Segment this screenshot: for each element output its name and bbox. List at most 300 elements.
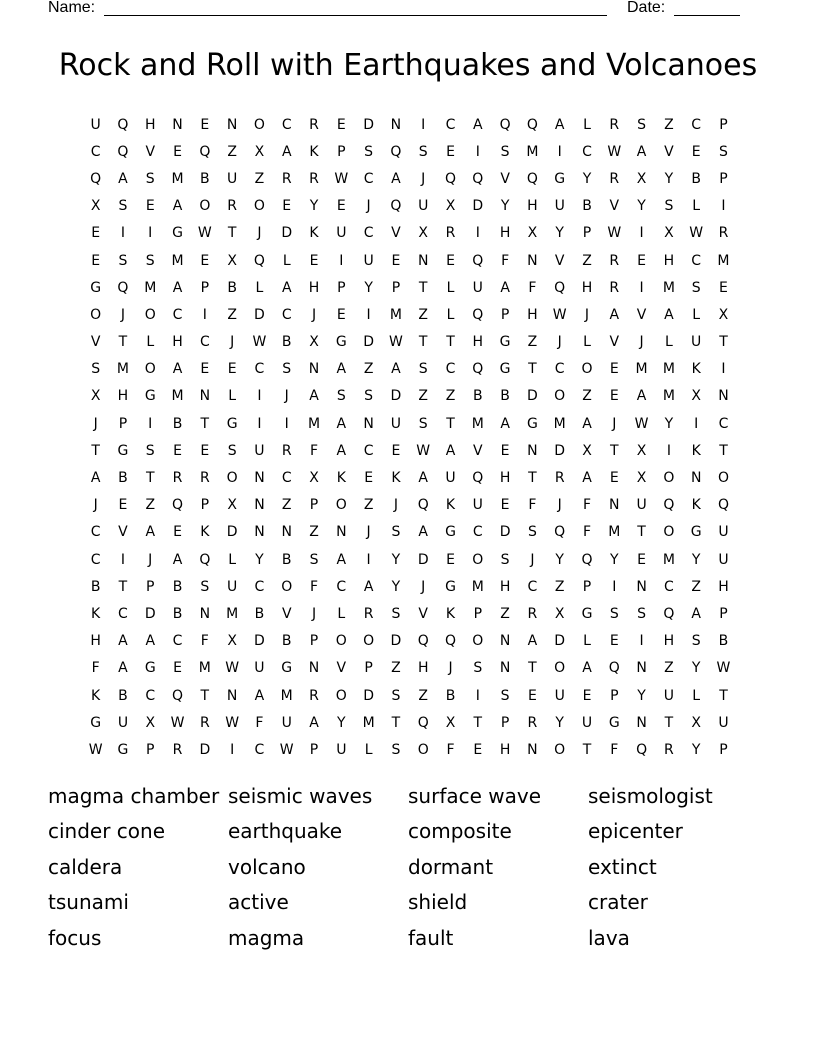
grid-letter[interactable]: P (719, 170, 728, 187)
grid-letter[interactable]: P (146, 578, 155, 595)
grid-letter[interactable]: Z (554, 578, 565, 595)
grid-letter[interactable]: V (391, 225, 401, 242)
grid-letter[interactable]: J (257, 225, 262, 242)
grid-letter[interactable]: E (91, 252, 101, 269)
grid-letter[interactable]: B (172, 415, 183, 432)
grid-letter[interactable]: M (526, 143, 539, 160)
grid-letter[interactable]: C (336, 578, 347, 595)
grid-letter[interactable]: B (500, 388, 510, 405)
grid-letter[interactable]: O (335, 687, 347, 704)
grid-letter[interactable]: X (445, 714, 456, 731)
grid-letter[interactable]: F (446, 741, 455, 758)
grid-letter[interactable]: D (554, 633, 566, 650)
grid-letter[interactable]: A (309, 714, 319, 731)
grid-letter[interactable]: A (118, 170, 128, 187)
grid-letter[interactable]: L (364, 741, 373, 758)
grid-letter[interactable]: A (636, 388, 647, 405)
grid-letter[interactable]: E (118, 497, 128, 514)
grid-letter[interactable]: E (691, 143, 701, 160)
grid-letter[interactable]: Q (390, 198, 402, 215)
grid-letter[interactable]: S (691, 279, 701, 296)
grid-letter[interactable]: C (90, 524, 101, 541)
grid-letter[interactable]: D (390, 388, 402, 405)
grid-letter[interactable]: R (172, 470, 183, 487)
grid-letter[interactable]: X (418, 225, 428, 242)
grid-letter[interactable]: P (309, 497, 319, 514)
grid-letter[interactable]: E (609, 470, 619, 487)
grid-letter[interactable]: U (691, 334, 702, 351)
grid-letter[interactable]: D (499, 524, 511, 541)
grid-letter[interactable]: X (227, 497, 237, 514)
grid-letter[interactable]: J (284, 388, 289, 405)
grid-letter[interactable]: L (583, 334, 591, 351)
grid-letter[interactable]: K (691, 497, 701, 514)
grid-letter[interactable]: J (421, 578, 426, 595)
grid-letter[interactable]: A (90, 470, 101, 487)
grid-letter[interactable]: G (90, 279, 102, 296)
grid-letter[interactable]: F (528, 497, 537, 514)
grid-letter[interactable]: I (721, 198, 726, 215)
grid-letter[interactable]: X (227, 633, 237, 650)
grid-letter[interactable]: U (581, 714, 593, 731)
grid-letter[interactable]: A (418, 524, 428, 541)
grid-letter[interactable]: L (446, 306, 455, 323)
grid-letter[interactable]: J (311, 605, 317, 622)
grid-letter[interactable]: N (336, 524, 347, 541)
grid-letter[interactable]: Q (717, 497, 729, 514)
grid-letter[interactable]: M (280, 687, 293, 704)
grid-letter[interactable]: N (636, 660, 647, 677)
grid-letter[interactable]: H (499, 578, 511, 595)
grid-letter[interactable]: A (336, 442, 347, 459)
grid-letter[interactable]: Q (526, 116, 538, 133)
grid-letter[interactable]: E (309, 252, 319, 269)
grid-letter[interactable]: T (418, 279, 428, 296)
grid-letter[interactable]: M (171, 388, 184, 405)
grid-letter[interactable]: C (118, 605, 128, 622)
grid-letter[interactable]: T (391, 714, 401, 731)
grid-letter[interactable]: T (528, 361, 537, 378)
grid-letter[interactable]: I (230, 741, 235, 758)
grid-letter[interactable]: V (609, 198, 620, 215)
grid-letter[interactable]: E (527, 687, 537, 704)
grid-letter[interactable]: S (364, 143, 374, 160)
grid-letter[interactable]: E (173, 660, 182, 677)
grid-letter[interactable]: Q (608, 660, 620, 677)
grid-letter[interactable]: Q (117, 116, 129, 133)
grid-letter[interactable]: U (336, 225, 347, 242)
grid-letter[interactable]: A (582, 470, 592, 487)
grid-letter[interactable]: X (718, 306, 729, 323)
grid-letter[interactable]: I (612, 578, 617, 595)
grid-letter[interactable]: O (144, 306, 156, 323)
grid-letter[interactable]: O (717, 470, 729, 487)
grid-letter[interactable]: P (337, 279, 346, 296)
grid-letter[interactable]: E (145, 198, 155, 215)
grid-letter[interactable]: W (334, 170, 349, 187)
grid-letter[interactable]: Z (418, 687, 428, 704)
grid-letter[interactable]: N (308, 660, 320, 677)
grid-letter[interactable]: G (499, 334, 511, 351)
grid-letter[interactable]: C (691, 252, 702, 269)
grid-letter[interactable]: Z (309, 524, 319, 541)
grid-letter[interactable]: R (227, 198, 237, 215)
grid-letter[interactable]: Q (417, 714, 429, 731)
grid-letter[interactable]: B (254, 605, 265, 622)
grid-letter[interactable]: R (363, 605, 374, 622)
grid-letter[interactable]: E (336, 198, 346, 215)
grid-letter[interactable]: Y (691, 660, 701, 677)
grid-letter[interactable]: M (307, 415, 321, 432)
grid-letter[interactable]: D (363, 687, 374, 704)
grid-letter[interactable]: P (118, 415, 128, 432)
grid-letter[interactable]: J (93, 497, 98, 514)
grid-letter[interactable]: V (636, 306, 647, 323)
grid-letter[interactable]: L (228, 551, 237, 568)
grid-letter[interactable]: R (609, 170, 620, 187)
grid-letter[interactable]: P (500, 714, 510, 731)
grid-letter[interactable]: W (88, 741, 103, 758)
grid-letter[interactable]: C (363, 170, 374, 187)
grid-letter[interactable]: N (527, 252, 538, 269)
grid-letter[interactable]: J (612, 415, 617, 432)
grid-letter[interactable]: E (446, 252, 455, 269)
grid-letter[interactable]: D (417, 551, 429, 568)
grid-letter[interactable]: H (527, 306, 538, 323)
grid-letter[interactable]: U (227, 578, 238, 595)
grid-letter[interactable]: U (663, 687, 674, 704)
grid-letter[interactable]: A (172, 551, 183, 568)
grid-letter[interactable]: Q (117, 279, 129, 296)
grid-letter[interactable]: Z (227, 306, 237, 323)
grid-letter[interactable]: K (691, 442, 701, 459)
grid-letter[interactable]: T (418, 334, 428, 351)
grid-letter[interactable]: Q (472, 170, 484, 187)
grid-letter[interactable]: W (607, 143, 622, 160)
grid-letter[interactable]: G (335, 334, 347, 351)
grid-letter[interactable]: Y (555, 225, 564, 242)
grid-letter[interactable]: S (527, 524, 537, 541)
grid-letter[interactable]: M (553, 415, 566, 432)
grid-letter[interactable]: P (200, 497, 210, 514)
grid-letter[interactable]: I (639, 225, 644, 242)
grid-letter[interactable]: T (118, 334, 128, 351)
grid-letter[interactable]: Z (582, 388, 592, 405)
grid-letter[interactable]: G (608, 714, 620, 731)
grid-letter[interactable]: X (90, 388, 101, 405)
grid-letter[interactable]: D (254, 633, 265, 650)
grid-letter[interactable]: P (309, 633, 319, 650)
grid-letter[interactable]: P (473, 605, 483, 622)
grid-letter[interactable]: N (390, 116, 402, 133)
grid-letter[interactable]: B (281, 334, 292, 351)
grid-letter[interactable]: E (637, 551, 647, 568)
grid-letter[interactable]: K (200, 524, 210, 541)
grid-letter[interactable]: O (554, 741, 566, 758)
grid-letter[interactable]: Y (500, 198, 510, 215)
grid-letter[interactable]: G (226, 415, 238, 432)
grid-letter[interactable]: E (609, 633, 619, 650)
grid-letter[interactable]: E (200, 252, 210, 269)
grid-letter[interactable]: N (609, 497, 620, 514)
grid-letter[interactable]: P (582, 578, 592, 595)
grid-letter[interactable]: T (118, 578, 128, 595)
grid-letter[interactable]: C (254, 361, 265, 378)
grid-letter[interactable]: Q (472, 361, 484, 378)
grid-letter[interactable]: H (499, 470, 511, 487)
grid-letter[interactable]: H (417, 660, 429, 677)
grid-letter[interactable]: Z (281, 497, 292, 514)
grid-letter[interactable]: X (90, 198, 101, 215)
grid-letter[interactable]: N (254, 470, 265, 487)
grid-letter[interactable]: X (309, 334, 319, 351)
grid-letter[interactable]: A (554, 116, 565, 133)
grid-letter[interactable]: J (366, 524, 371, 541)
grid-letter[interactable]: L (255, 279, 264, 296)
grid-letter[interactable]: H (144, 116, 156, 133)
grid-letter[interactable]: W (689, 225, 704, 242)
grid-letter[interactable]: G (526, 415, 538, 432)
grid-letter[interactable]: T (528, 660, 537, 677)
grid-letter[interactable]: K (445, 605, 456, 622)
grid-letter[interactable]: N (417, 252, 429, 269)
grid-letter[interactable]: C (281, 116, 292, 133)
grid-letter[interactable]: V (554, 252, 565, 269)
grid-letter[interactable]: C (472, 524, 483, 541)
grid-letter[interactable]: S (200, 578, 210, 595)
grid-letter[interactable]: B (473, 388, 483, 405)
grid-letter[interactable]: W (197, 225, 212, 242)
grid-letter[interactable]: D (554, 442, 566, 459)
grid-letter[interactable]: R (445, 225, 456, 242)
grid-letter[interactable]: O (90, 306, 102, 323)
grid-letter[interactable]: A (391, 170, 401, 187)
grid-letter[interactable]: S (145, 252, 155, 269)
grid-letter[interactable]: S (418, 415, 428, 432)
grid-letter[interactable]: G (144, 660, 156, 677)
grid-letter[interactable]: A (664, 306, 674, 323)
grid-letter[interactable]: N (499, 633, 511, 650)
grid-letter[interactable]: H (581, 279, 593, 296)
grid-letter[interactable]: A (363, 578, 374, 595)
grid-letter[interactable]: S (391, 687, 401, 704)
grid-letter[interactable]: A (527, 633, 538, 650)
grid-letter[interactable]: W (607, 225, 622, 242)
grid-letter[interactable]: G (117, 442, 129, 459)
grid-letter[interactable]: Q (117, 143, 129, 160)
grid-letter[interactable]: N (363, 415, 374, 432)
grid-letter[interactable]: W (634, 415, 649, 432)
grid-letter[interactable]: N (690, 470, 702, 487)
grid-letter[interactable]: O (417, 741, 429, 758)
grid-letter[interactable]: A (500, 279, 510, 296)
grid-letter[interactable]: N (226, 116, 238, 133)
grid-letter[interactable]: P (337, 143, 346, 160)
grid-letter[interactable]: O (253, 116, 265, 133)
grid-letter[interactable]: L (337, 605, 346, 622)
grid-letter[interactable]: I (721, 361, 726, 378)
grid-letter[interactable]: B (227, 279, 237, 296)
grid-letter[interactable]: N (636, 578, 647, 595)
grid-letter[interactable]: G (281, 660, 293, 677)
grid-letter[interactable]: R (664, 741, 674, 758)
grid-letter[interactable]: Y (664, 170, 674, 187)
grid-letter[interactable]: K (691, 361, 701, 378)
grid-letter[interactable]: Q (663, 497, 675, 514)
grid-letter[interactable]: T (610, 442, 619, 459)
grid-letter[interactable]: Q (472, 306, 484, 323)
grid-letter[interactable]: Q (554, 279, 566, 296)
grid-letter[interactable]: T (528, 470, 537, 487)
grid-letter[interactable]: X (527, 225, 538, 242)
grid-letter[interactable]: Y (364, 279, 373, 296)
grid-letter[interactable]: K (336, 470, 346, 487)
grid-letter[interactable]: T (200, 415, 210, 432)
grid-letter[interactable]: U (227, 170, 238, 187)
grid-letter[interactable]: A (636, 143, 647, 160)
grid-letter[interactable]: E (500, 497, 510, 514)
grid-letter[interactable]: M (389, 306, 402, 323)
grid-letter[interactable]: L (692, 306, 701, 323)
grid-letter[interactable]: R (609, 116, 620, 133)
grid-letter[interactable]: N (527, 741, 538, 758)
grid-letter[interactable]: W (416, 442, 431, 459)
grid-letter[interactable]: V (473, 442, 483, 459)
grid-letter[interactable]: B (582, 198, 592, 215)
grid-letter[interactable]: A (445, 442, 456, 459)
grid-letter[interactable]: A (500, 415, 510, 432)
grid-letter[interactable]: A (172, 198, 183, 215)
grid-letter[interactable]: J (557, 497, 562, 514)
grid-letter[interactable]: M (198, 660, 211, 677)
grid-letter[interactable]: I (475, 225, 480, 242)
grid-letter[interactable]: E (200, 442, 210, 459)
grid-letter[interactable]: G (499, 361, 511, 378)
grid-letter[interactable]: X (254, 143, 265, 160)
grid-letter[interactable]: C (281, 470, 292, 487)
grid-letter[interactable]: O (144, 361, 156, 378)
grid-letter[interactable]: I (202, 306, 207, 323)
grid-letter[interactable]: Y (582, 170, 592, 187)
grid-letter[interactable]: T (664, 714, 674, 731)
grid-letter[interactable]: Z (418, 306, 428, 323)
grid-letter[interactable]: F (309, 578, 319, 595)
grid-letter[interactable]: U (390, 415, 402, 432)
grid-letter[interactable]: A (118, 633, 128, 650)
grid-letter[interactable]: N (718, 388, 729, 405)
grid-letter[interactable]: S (637, 116, 647, 133)
grid-letter[interactable]: T (582, 741, 592, 758)
grid-letter[interactable]: I (475, 687, 480, 704)
grid-letter[interactable]: C (281, 306, 292, 323)
grid-letter[interactable]: O (663, 524, 675, 541)
grid-letter[interactable]: R (527, 605, 538, 622)
grid-letter[interactable]: A (254, 687, 265, 704)
grid-letter[interactable]: R (527, 714, 538, 731)
grid-letter[interactable]: Z (527, 334, 538, 351)
grid-letter[interactable]: P (146, 741, 155, 758)
grid-letter[interactable]: Q (90, 170, 102, 187)
grid-letter[interactable]: G (144, 388, 156, 405)
grid-letter[interactable]: Q (499, 116, 511, 133)
grid-letter[interactable]: O (253, 198, 265, 215)
grid-letter[interactable]: H (90, 633, 101, 650)
grid-letter[interactable]: V (90, 334, 101, 351)
grid-letter[interactable]: I (284, 415, 289, 432)
grid-letter[interactable]: E (282, 198, 292, 215)
grid-letter[interactable]: U (336, 741, 347, 758)
grid-letter[interactable]: X (636, 170, 647, 187)
grid-letter[interactable]: R (199, 470, 210, 487)
grid-letter[interactable]: E (446, 143, 455, 160)
grid-letter[interactable]: X (145, 714, 156, 731)
grid-letter[interactable]: Q (636, 741, 648, 758)
grid-letter[interactable]: W (225, 660, 240, 677)
grid-letter[interactable]: N (281, 524, 292, 541)
grid-letter[interactable]: G (581, 605, 593, 622)
grid-letter[interactable]: E (391, 252, 401, 269)
grid-letter[interactable]: X (691, 714, 701, 731)
grid-letter[interactable]: S (391, 524, 401, 541)
grid-letter[interactable]: B (691, 170, 701, 187)
grid-letter[interactable]: Z (254, 170, 265, 187)
grid-letter[interactable]: H (718, 578, 729, 595)
grid-letter[interactable]: G (90, 714, 102, 731)
grid-letter[interactable]: Q (172, 687, 184, 704)
grid-letter[interactable]: V (609, 334, 620, 351)
grid-letter[interactable]: A (145, 633, 156, 650)
grid-letter[interactable]: O (335, 633, 347, 650)
grid-letter[interactable]: D (226, 524, 238, 541)
grid-letter[interactable]: E (609, 361, 619, 378)
grid-letter[interactable]: D (254, 306, 265, 323)
grid-letter[interactable]: Q (472, 470, 484, 487)
grid-letter[interactable]: N (254, 524, 265, 541)
grid-letter[interactable]: U (472, 497, 483, 514)
grid-letter[interactable]: V (118, 524, 128, 541)
grid-letter[interactable]: C (90, 551, 101, 568)
grid-letter[interactable]: P (391, 279, 401, 296)
grid-letter[interactable]: X (636, 442, 647, 459)
grid-letter[interactable]: X (554, 605, 565, 622)
grid-letter[interactable]: C (445, 361, 456, 378)
grid-letter[interactable]: K (391, 470, 401, 487)
grid-letter[interactable]: Z (363, 361, 374, 378)
grid-letter[interactable]: I (694, 415, 699, 432)
grid-letter[interactable]: X (445, 198, 456, 215)
grid-letter[interactable]: M (471, 578, 484, 595)
grid-letter[interactable]: M (171, 252, 184, 269)
grid-letter[interactable]: C (663, 578, 674, 595)
grid-letter[interactable]: C (445, 116, 456, 133)
grid-letter[interactable]: U (418, 198, 429, 215)
grid-letter[interactable]: M (662, 551, 675, 568)
grid-letter[interactable]: I (475, 143, 480, 160)
grid-letter[interactable]: X (636, 470, 647, 487)
grid-letter[interactable]: J (557, 334, 562, 351)
grid-letter[interactable]: D (199, 741, 211, 758)
grid-letter[interactable]: T (200, 687, 210, 704)
grid-letter[interactable]: U (254, 660, 265, 677)
grid-letter[interactable]: Q (417, 633, 429, 650)
grid-letter[interactable]: I (366, 551, 371, 568)
grid-letter[interactable]: I (639, 279, 644, 296)
grid-letter[interactable]: F (528, 279, 537, 296)
grid-letter[interactable]: U (117, 714, 129, 731)
grid-letter[interactable]: T (446, 415, 455, 432)
grid-letter[interactable]: A (582, 660, 592, 677)
grid-letter[interactable]: Q (472, 252, 484, 269)
